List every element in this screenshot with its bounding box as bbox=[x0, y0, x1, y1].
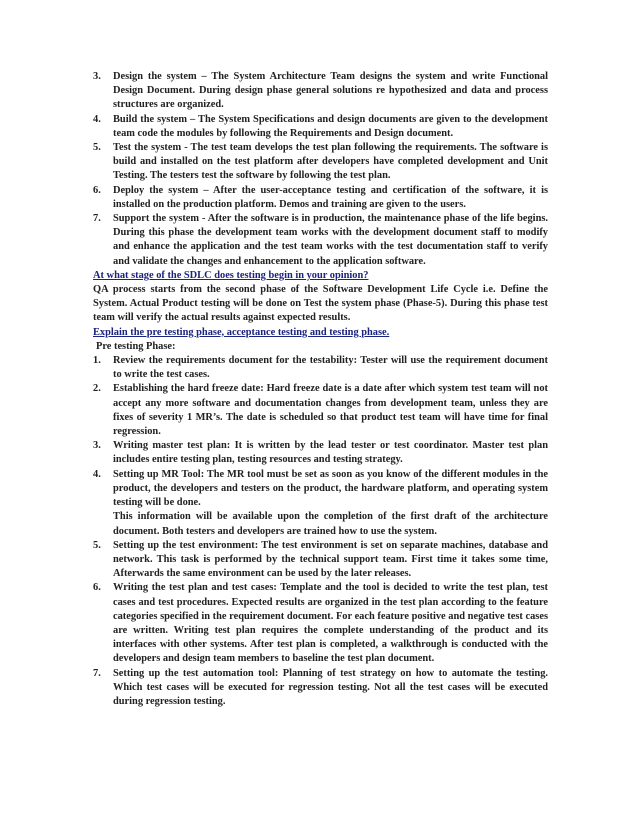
list-text: Establishing the hard freeze date: Hard freeze date is a date after which system test team will not accept any more software and documentation changes from development team, unless they are fixes of severity 1 MR’s. The date is scheduled so that product test team will have time for final regression. bbox=[113, 383, 548, 438]
list-item bbox=[93, 354, 548, 382]
list-number: 4. bbox=[93, 113, 101, 125]
list-number: 4. bbox=[93, 468, 101, 480]
list-text: Design the system – The System Architecture Team designs the system and write Functional Design Document. During design phase general solutions re hypothesized and data and process structures are organized. bbox=[113, 71, 548, 111]
list-text: Review the requirements document for the testability: Tester will use the requirement document to write the test cases. bbox=[113, 355, 548, 381]
list-number: 7. bbox=[93, 213, 101, 225]
list-text: Test the system - The test team develops the test plan following the requirements. The software is build and installed on the test platform after developers have completed development and Unit Testing. The testers test the software by following the test plan. bbox=[113, 142, 548, 182]
list-number: 6. bbox=[93, 582, 101, 594]
list-text-extra: This information will be available upon the completion of the first draft of the architecture document. Both testers and developers are trained how to use the system. bbox=[113, 511, 548, 537]
list-item bbox=[93, 382, 548, 439]
list-item bbox=[93, 184, 548, 212]
list-text: Deploy the system – After the user-acceptance testing and certification of the software, it is installed on the production platform. Demos and training are given to the users. bbox=[113, 184, 548, 210]
list-number: 3. bbox=[93, 71, 101, 82]
list-item bbox=[93, 113, 548, 141]
list-text-main: Setting up MR Tool: The MR tool must be set as soon as you know of the different modules in the product, the developers and testers on the product, the hardware platform, and operating system testing will be done. bbox=[113, 468, 548, 509]
list-number: 3. bbox=[93, 440, 101, 452]
list-text bbox=[113, 468, 548, 539]
section-heading: Pre testing Phase: bbox=[96, 340, 176, 352]
list-text: Setting up the test automation tool: Planning of test strategy on how to automate the testing. Which test cases will be executed for regression testing. Not all the test cases will be executed during regression testing. bbox=[113, 667, 548, 707]
list-text: Writing the test plan and test cases: Template and the tool is decided to write the test plan, test cases and test procedures. Expected results are organized in the test plan according to the feature categories specified in the requirement document. For each feature positive and negative test cases are written. Writing test plan requires the complete understanding of the product and its interfaces with other systems. After test plan is completed, a walkthrough is conducted with the developers and design team members to baseline the test plan document. bbox=[113, 582, 548, 665]
list-text: Writing master test plan: It is written by the lead tester or test coordinator. Master test plan includes entire testing plan, testing resources and testing strategy. bbox=[113, 440, 548, 466]
list-number: 5. bbox=[93, 142, 101, 154]
list-item bbox=[93, 70, 548, 113]
pretesting-list bbox=[93, 354, 548, 709]
list-text: Build the system – The System Specifications and design documents are given to the development team code the modules by following the Requirements and Design document. bbox=[113, 113, 548, 139]
list-number: 1. bbox=[93, 355, 101, 367]
list-item bbox=[93, 581, 548, 666]
sdlc-phase-list bbox=[93, 70, 548, 269]
answer-paragraph: QA process starts from the second phase of the Software Development Life Cycle i.e. Define the System. Actual Product testing will be done on Test the system phase (Phase-5). During this phase test team will verify the actual results against expected results. bbox=[93, 284, 548, 324]
question-heading: At what stage of the SDLC does testing begin in your opinion? bbox=[93, 269, 369, 281]
list-item bbox=[93, 141, 548, 184]
document-page bbox=[93, 70, 548, 709]
list-number: 6. bbox=[93, 184, 101, 196]
list-number: 2. bbox=[93, 383, 101, 395]
list-number: 7. bbox=[93, 667, 101, 679]
list-item bbox=[93, 539, 548, 582]
list-number: 5. bbox=[93, 539, 101, 551]
list-item bbox=[93, 667, 548, 710]
question-heading: Explain the pre testing phase, acceptance testing and testing phase. bbox=[93, 326, 390, 338]
list-item bbox=[93, 439, 548, 467]
list-text: Support the system - After the software is in production, the maintenance phase of the life begins. During this phase the development team works with the development document staff to modify and enhance the application and the test team works with the test documentation staff to verify and validate the changes and enhancement to the application software. bbox=[113, 213, 548, 267]
list-item bbox=[93, 212, 548, 269]
list-text: Setting up the test environment: The test environment is set on separate machines, database and network. This task is performed by the technical support team. First time it takes some time, Afterwards the same environment can be used by the later releases. bbox=[113, 539, 548, 580]
list-item bbox=[93, 468, 548, 539]
